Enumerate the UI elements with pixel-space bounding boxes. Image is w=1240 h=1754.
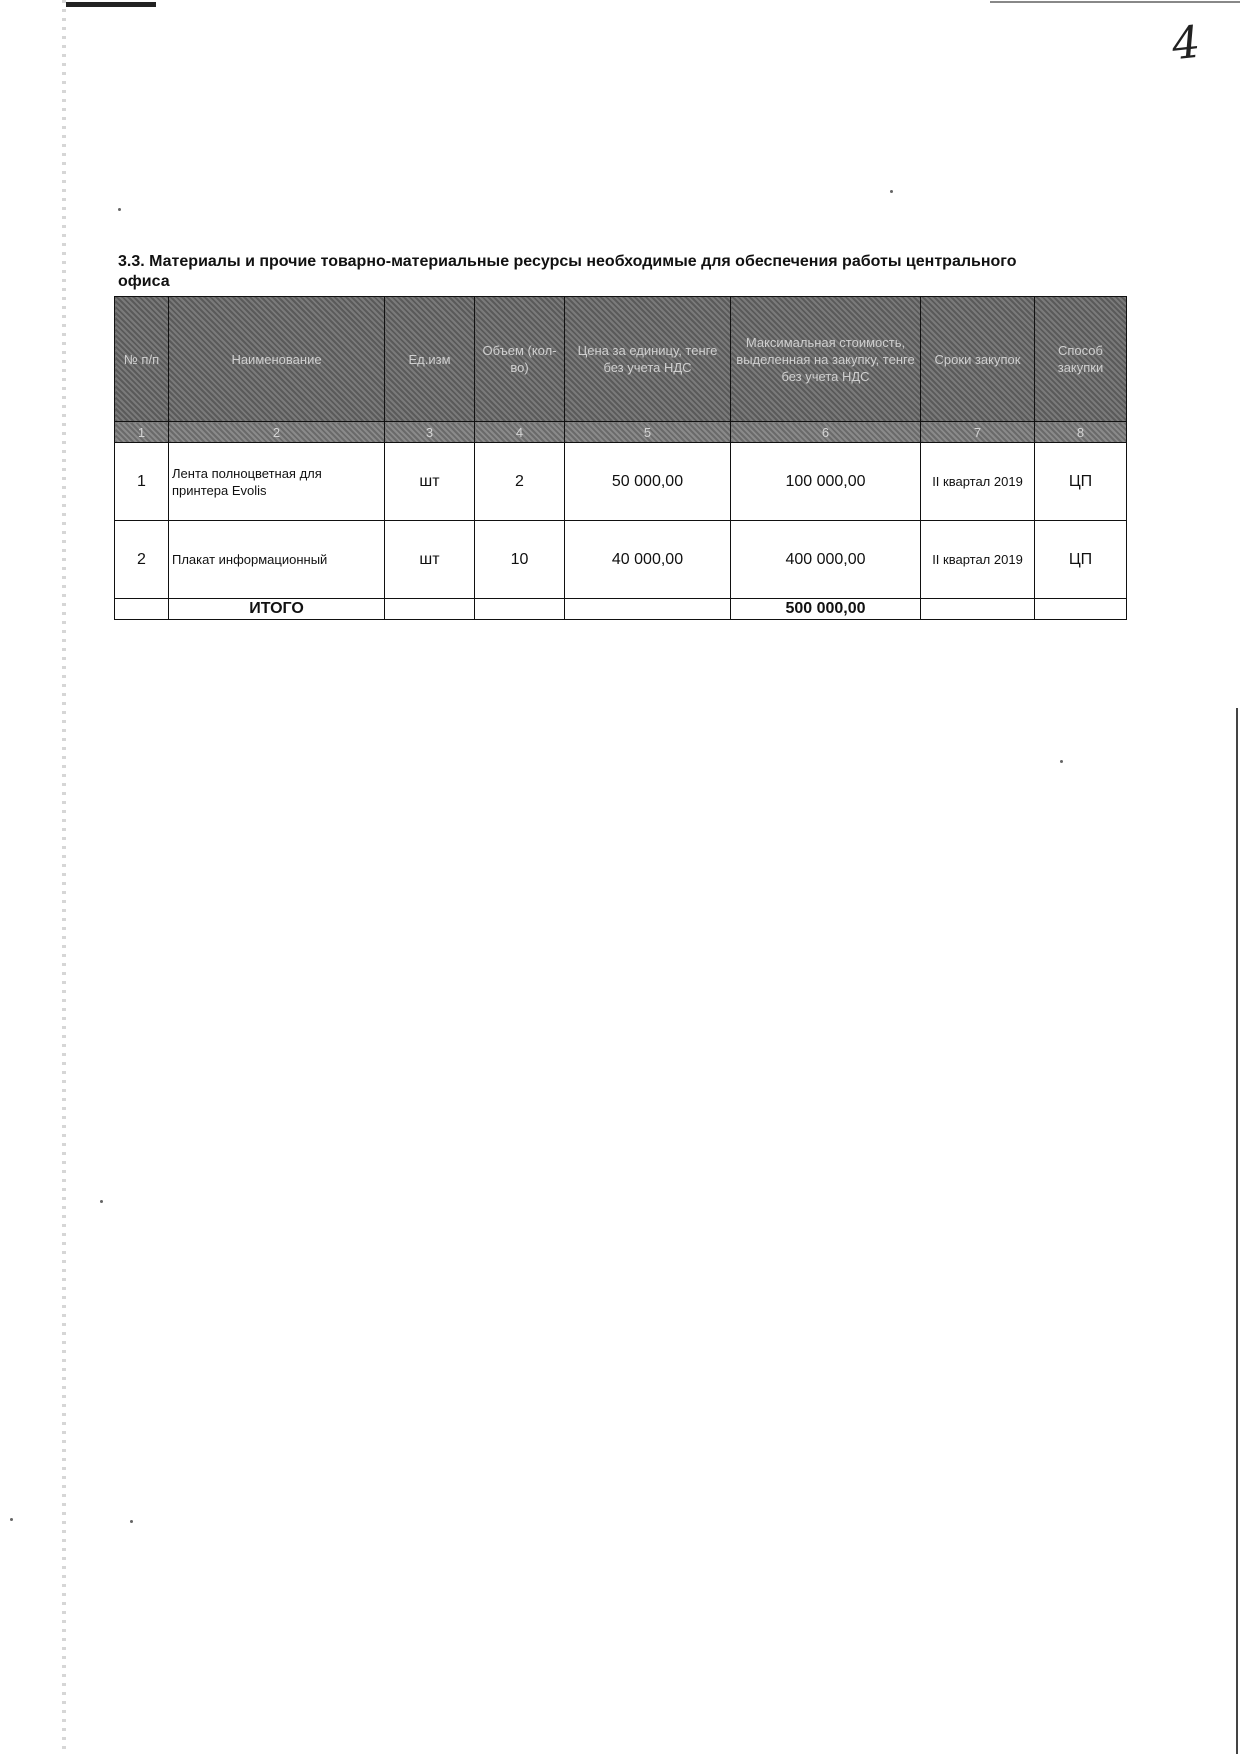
cell-total: 400 000,00 xyxy=(731,521,921,599)
column-number: 2 xyxy=(169,422,385,443)
scan-corner-top xyxy=(66,2,156,7)
cell-qty: 10 xyxy=(475,521,565,599)
column-number: 5 xyxy=(565,422,731,443)
cell-term: II квартал 2019 xyxy=(921,521,1035,599)
header-name: Наименование xyxy=(169,297,385,422)
scan-edge-left xyxy=(62,0,66,1754)
total-empty-cell xyxy=(115,599,169,620)
materials-table xyxy=(114,296,1127,620)
cell-method: ЦП xyxy=(1035,521,1127,599)
cell-no: 1 xyxy=(115,443,169,521)
column-number: 7 xyxy=(921,422,1035,443)
header-price: Цена за единицу, тенге без учета НДС xyxy=(565,297,731,422)
column-number: 6 xyxy=(731,422,921,443)
scan-speck xyxy=(10,1518,13,1521)
header-unit: Ед.изм xyxy=(385,297,475,422)
scan-edge-right xyxy=(1236,708,1238,1754)
total-empty-cell xyxy=(1035,599,1127,620)
column-number: 8 xyxy=(1035,422,1127,443)
cell-no: 2 xyxy=(115,521,169,599)
cell-name: Лента полноцветная для принтера Evolis xyxy=(169,443,385,521)
scan-speck xyxy=(100,1200,103,1203)
total-empty-cell xyxy=(921,599,1035,620)
header-no: № п/п xyxy=(115,297,169,422)
page-number: 4 xyxy=(1169,16,1203,71)
cell-price: 40 000,00 xyxy=(565,521,731,599)
cell-term: II квартал 2019 xyxy=(921,443,1035,521)
total-empty-cell xyxy=(385,599,475,620)
total-empty-cell xyxy=(475,599,565,620)
header-qty: Объем (кол-во) xyxy=(475,297,565,422)
table-column-numbers-row xyxy=(115,422,1127,443)
total-row xyxy=(115,599,1127,620)
header-total: Максимальная стоимость, выделенная на закупку, тенге без учета НДС xyxy=(731,297,921,422)
cell-method: ЦП xyxy=(1035,443,1127,521)
column-number: 1 xyxy=(115,422,169,443)
total-empty-cell xyxy=(565,599,731,620)
cell-name: Плакат информационный xyxy=(169,521,385,599)
scan-speck xyxy=(130,1520,133,1523)
scan-speck xyxy=(890,190,893,193)
cell-price: 50 000,00 xyxy=(565,443,731,521)
header-term: Сроки закупок xyxy=(921,297,1035,422)
scan-speck xyxy=(1060,760,1063,763)
cell-qty: 2 xyxy=(475,443,565,521)
scan-speck xyxy=(118,208,121,211)
cell-total: 100 000,00 xyxy=(731,443,921,521)
total-value: 500 000,00 xyxy=(731,599,921,620)
table-header-row xyxy=(115,297,1127,422)
header-method: Способ закупки xyxy=(1035,297,1127,422)
scan-edge-top xyxy=(990,1,1240,3)
table-row xyxy=(115,443,1127,521)
table-row xyxy=(115,521,1127,599)
cell-unit: шт xyxy=(385,521,475,599)
section-title: 3.3. Материалы и прочие товарно-материальные ресурсы необходимые для обеспечения работы центрального офиса xyxy=(118,253,1017,290)
cell-unit: шт xyxy=(385,443,475,521)
column-number: 4 xyxy=(475,422,565,443)
column-number: 3 xyxy=(385,422,475,443)
total-label: ИТОГО xyxy=(169,599,385,620)
